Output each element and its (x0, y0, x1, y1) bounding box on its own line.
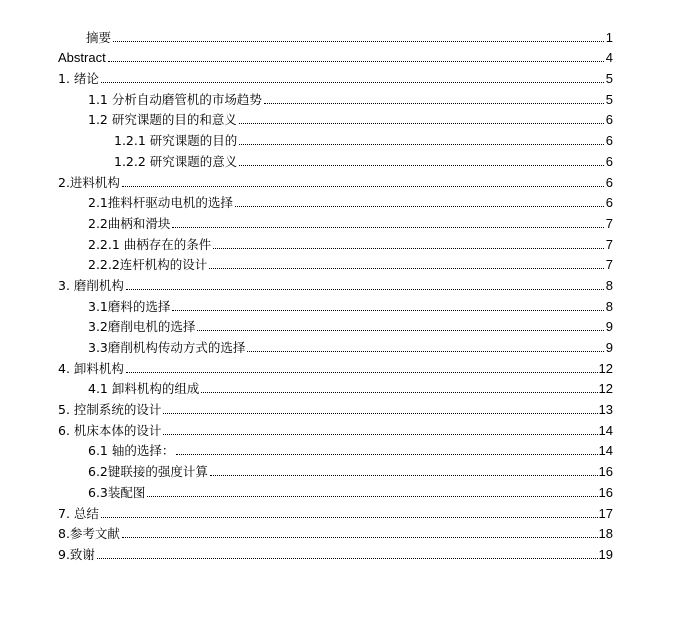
toc-entry-1-2-1[interactable] (58, 127, 613, 148)
toc-entry-2-2-1[interactable] (58, 231, 613, 252)
toc-page-number: 6 (605, 133, 613, 149)
toc-dot-leader (213, 247, 604, 249)
toc-entry-label: 8.参考文献 (58, 526, 120, 542)
toc-dot-leader (122, 536, 598, 538)
toc-page-number: 5 (605, 91, 613, 107)
toc-dot-leader (101, 81, 604, 83)
toc-entry-label: 2.进料机构 (58, 174, 120, 190)
toc-entry-label: 1.2.2 研究课题的意义 (114, 153, 238, 169)
toc-entry-label: 1. 绪论 (58, 71, 99, 87)
toc-entry-1-2-2[interactable] (58, 148, 613, 169)
toc-dot-leader (147, 495, 597, 497)
toc-page-number: 6 (605, 112, 613, 128)
toc-dot-leader (113, 40, 604, 42)
toc-entry-chapter-1[interactable] (58, 65, 613, 86)
toc-entry-label: 6.2键联接的强度计算 (88, 464, 208, 480)
toc-entry-2-1[interactable] (58, 190, 613, 211)
toc-dot-leader (239, 143, 604, 145)
toc-dot-leader (209, 267, 604, 269)
toc-entry-chapter-7[interactable] (58, 500, 613, 521)
toc-page-number: 19 (598, 546, 613, 562)
toc-dot-leader (172, 226, 604, 228)
toc-page-number: 14 (598, 422, 613, 438)
toc-dot-leader (247, 350, 604, 352)
toc-page-number: 12 (598, 381, 613, 397)
toc-entry-1-1[interactable] (58, 86, 613, 107)
toc-page-number: 9 (605, 319, 613, 335)
toc-page-number: 6 (605, 174, 613, 190)
toc-page-number: 4 (605, 50, 613, 66)
toc-page-number: 18 (598, 526, 613, 542)
toc-entry-chapter-6[interactable] (58, 417, 613, 438)
toc-entry-4-1[interactable] (58, 376, 613, 397)
toc-entry-label: 摘要 (86, 29, 112, 45)
toc-page-number: 8 (605, 298, 613, 314)
toc-entry-6-3[interactable] (58, 479, 613, 500)
toc-dot-leader (197, 329, 604, 331)
toc-entry-label: 3. 磨削机构 (58, 277, 124, 293)
toc-entry-1-2[interactable] (58, 107, 613, 128)
toc-dot-leader (163, 412, 597, 414)
toc-entry-abstract-en[interactable] (58, 45, 613, 66)
toc-page-number: 16 (598, 464, 613, 480)
toc-dot-leader (264, 102, 604, 104)
toc-entry-label: 1.2 研究课题的目的和意义 (88, 112, 237, 128)
toc-page-number: 13 (598, 402, 613, 418)
toc-entry-label: 2.2.1 曲柄存在的条件 (88, 236, 212, 252)
toc-page-number: 9 (605, 340, 613, 355)
toc-page-number: 7 (605, 215, 613, 231)
toc-dot-leader (122, 185, 604, 187)
toc-entry-label: 1.2.1 研究课题的目的 (114, 133, 238, 149)
toc-entry-label: 2.1推料杆驱动电机的选择 (88, 195, 233, 211)
toc-page-number: 14 (598, 443, 613, 459)
toc-dot-leader (108, 60, 604, 62)
toc-entry-label: 4.1 卸料机构的组成 (88, 381, 200, 397)
toc-dot-leader (239, 164, 604, 166)
toc-page-number: 6 (605, 195, 613, 211)
toc-entry-label: 5. 控制系统的设计 (58, 402, 162, 418)
toc-entry-chapter-4[interactable] (58, 355, 613, 376)
toc-entry-chapter-9[interactable] (58, 541, 613, 562)
toc-entry-label: 6. 机床本体的设计 (58, 422, 162, 438)
toc-entry-2-2-2[interactable] (58, 252, 613, 273)
toc-page-number: 17 (598, 505, 613, 521)
toc-page-number: 7 (605, 236, 613, 252)
toc-entry-label: 2.2.2连杆机构的设计 (88, 257, 208, 273)
toc-dot-leader (210, 474, 598, 476)
toc-entry-6-1[interactable] (58, 438, 613, 459)
toc-entry-chapter-2[interactable] (58, 169, 613, 190)
toc-entry-3-2[interactable] (58, 314, 613, 335)
toc-entry-label: 4. 卸料机构 (58, 360, 124, 376)
toc-page-number: 5 (605, 71, 613, 87)
toc-entry-label: 1.1 分析自动磨管机的市场趋势 (88, 91, 262, 107)
toc-dot-leader (101, 516, 598, 518)
toc-entry-6-2[interactable] (58, 458, 613, 479)
toc-entry-label: 2.2曲柄和滑块 (88, 215, 171, 231)
toc-entry-2-2[interactable] (58, 210, 613, 231)
toc-dot-leader (126, 288, 604, 290)
toc-entry-3-1[interactable] (58, 293, 613, 314)
toc-entry-label: 3.3磨削机构传动方式的选择 (88, 340, 246, 355)
toc-entry-label: Abstract (58, 50, 106, 66)
toc-entry-label: 3.2磨削电机的选择 (88, 319, 196, 335)
toc-entry-label: 9.致谢 (58, 546, 95, 562)
toc-entry-chapter-8[interactable] (58, 521, 613, 542)
toc-dot-leader (176, 453, 597, 455)
toc-entry-label: 6.1 轴的选择： (88, 443, 175, 459)
toc-entry-3-3[interactable] (58, 334, 613, 355)
toc-entry-abstract-cn[interactable] (58, 24, 613, 45)
toc-dot-leader (163, 433, 597, 435)
toc-page-number: 6 (605, 153, 613, 169)
toc-entry-label: 6.3装配图 (88, 484, 146, 500)
table-of-contents (58, 24, 613, 562)
toc-page-number: 16 (598, 484, 613, 500)
toc-dot-leader (172, 309, 604, 311)
toc-dot-leader (235, 205, 604, 207)
toc-page-number: 8 (605, 277, 613, 293)
toc-dot-leader (126, 371, 598, 373)
toc-entry-chapter-5[interactable] (58, 396, 613, 417)
toc-dot-leader (201, 391, 597, 393)
toc-dot-leader (239, 122, 604, 124)
toc-page-number: 1 (605, 29, 613, 45)
toc-entry-label: 3.1磨料的选择 (88, 298, 171, 314)
toc-dot-leader (97, 557, 598, 559)
toc-entry-label: 7. 总结 (58, 505, 99, 521)
toc-page-number: 7 (605, 257, 613, 273)
toc-page-number: 12 (598, 360, 613, 376)
toc-entry-chapter-3[interactable] (58, 272, 613, 293)
